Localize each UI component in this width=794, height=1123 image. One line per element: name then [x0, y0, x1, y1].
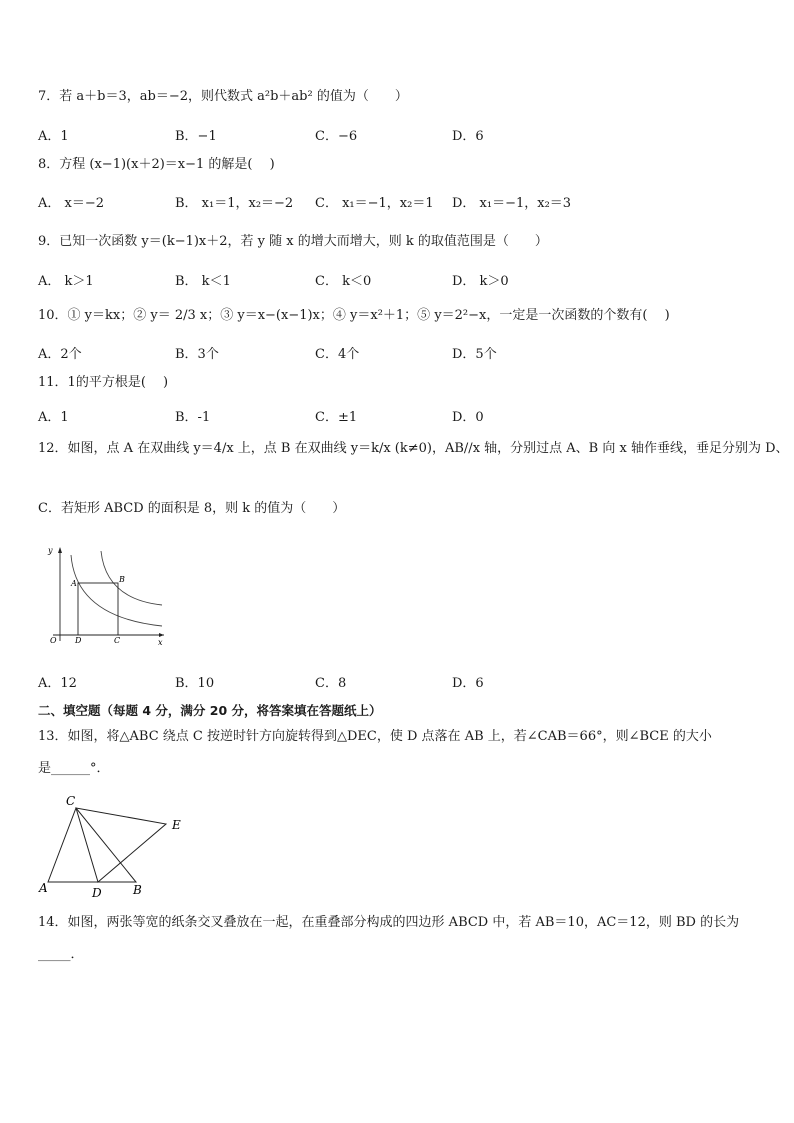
question-13-line2: 是______°．	[38, 761, 110, 776]
option-d: D． x₁＝−1，x₂＝3	[452, 196, 572, 211]
question-10-options	[38, 343, 758, 361]
x-axis-arrow	[159, 633, 164, 637]
option-d: D．5个	[452, 347, 497, 362]
label-b: B	[119, 575, 125, 584]
label-o: O	[50, 636, 57, 645]
option-c: C． k＜0	[315, 274, 372, 289]
option-a: A． k＞1	[38, 274, 94, 289]
option-b: B．-1	[175, 410, 211, 425]
option-a: A．1	[38, 129, 69, 144]
triangle-abc	[48, 808, 136, 882]
question-7-options	[38, 125, 758, 143]
question-12-stem-line2: C．若矩形 ABCD 的面积是 8，则 k 的值为（ ）	[38, 501, 346, 516]
label-b: B	[133, 883, 142, 897]
label-a: A	[39, 881, 48, 895]
question-11-stem: 11．1的平方根是( )	[38, 375, 169, 390]
section-2-heading: 二、填空题（每题 4 分，满分 20 分，将答案填在答题纸上）	[38, 703, 382, 718]
question-12-figure	[40, 543, 170, 645]
label-c: C	[114, 636, 121, 645]
option-d: D．6	[452, 676, 484, 691]
option-b: B．3个	[175, 347, 219, 362]
option-c: C． x₁＝−1，x₂＝1	[315, 196, 434, 211]
label-x: x	[158, 638, 163, 645]
option-c: C．8	[315, 676, 347, 691]
triangle-dec	[76, 808, 166, 882]
question-12-stem-line1: 12．如图，点 A 在双曲线 y＝4/x 上，点 B 在双曲线 y＝k/x (k≠0)，AB//x 轴，分别过点 A、B 向 x 轴作垂线，垂足分别为 D、	[38, 441, 789, 456]
question-12-options	[38, 672, 758, 690]
option-c: C．±1	[315, 410, 358, 425]
label-d: D	[92, 886, 102, 900]
option-a: A．2个	[38, 347, 82, 362]
question-9-stem: 9．已知一次函数 y＝(k−1)x＋2，若 y 随 x 的增大而增大，则 k 的取值范围是（ ）	[38, 234, 548, 249]
question-13-figure	[34, 790, 194, 900]
option-b: B．−1	[175, 129, 217, 144]
option-d: D．6	[452, 129, 484, 144]
question-13-line1: 13．如图，将△ABC 绕点 C 按逆时针方向旋转得到△DEC，使 D 点落在 AB 上，若∠CAB＝66°，则∠BCE 的大小	[38, 729, 712, 744]
label-y: y	[48, 546, 53, 555]
option-d: D．0	[452, 410, 484, 425]
question-8-stem: 8．方程 (x−1)(x＋2)＝x−1 的解是( )	[38, 157, 275, 172]
question-9-options	[38, 270, 758, 288]
label-c: C	[66, 794, 76, 808]
option-c: C．−6	[315, 129, 358, 144]
question-10-stem: 10．① y＝kx；② y＝ 2/3 x；③ y＝x−(x−1)x；④ y＝x²＋1；⑤ y＝2²−x，一定是一次函数的个数有( )	[38, 308, 670, 323]
question-8-options	[38, 192, 758, 210]
label-e: E	[172, 818, 181, 832]
question-7-stem: 7．若 a＋b＝3，ab＝−2，则代数式 a²b＋ab² 的值为（ ）	[38, 89, 408, 104]
option-c: C．4个	[315, 347, 360, 362]
option-b: B． x₁＝1，x₂＝−2	[175, 196, 294, 211]
label-d: D	[75, 636, 82, 645]
option-b: B． k＜1	[175, 274, 231, 289]
option-a: A．12	[38, 676, 77, 691]
option-b: B．10	[175, 676, 215, 691]
question-14-line1: 14．如图，两张等宽的纸条交叉叠放在一起，在重叠部分构成的四边形 ABCD 中，若 AB＝10，AC＝12，则 BD 的长为	[38, 915, 740, 930]
option-a: A． x＝−2	[38, 196, 105, 211]
option-d: D． k＞0	[452, 274, 509, 289]
curve-y-k-over-x	[101, 551, 162, 605]
curve-y-4-over-x	[71, 555, 162, 626]
question-11-options	[38, 406, 758, 424]
question-14-line2: _____．	[38, 947, 84, 962]
y-axis-arrow	[58, 547, 62, 553]
label-a: A	[71, 579, 77, 588]
option-a: A．1	[38, 410, 69, 425]
